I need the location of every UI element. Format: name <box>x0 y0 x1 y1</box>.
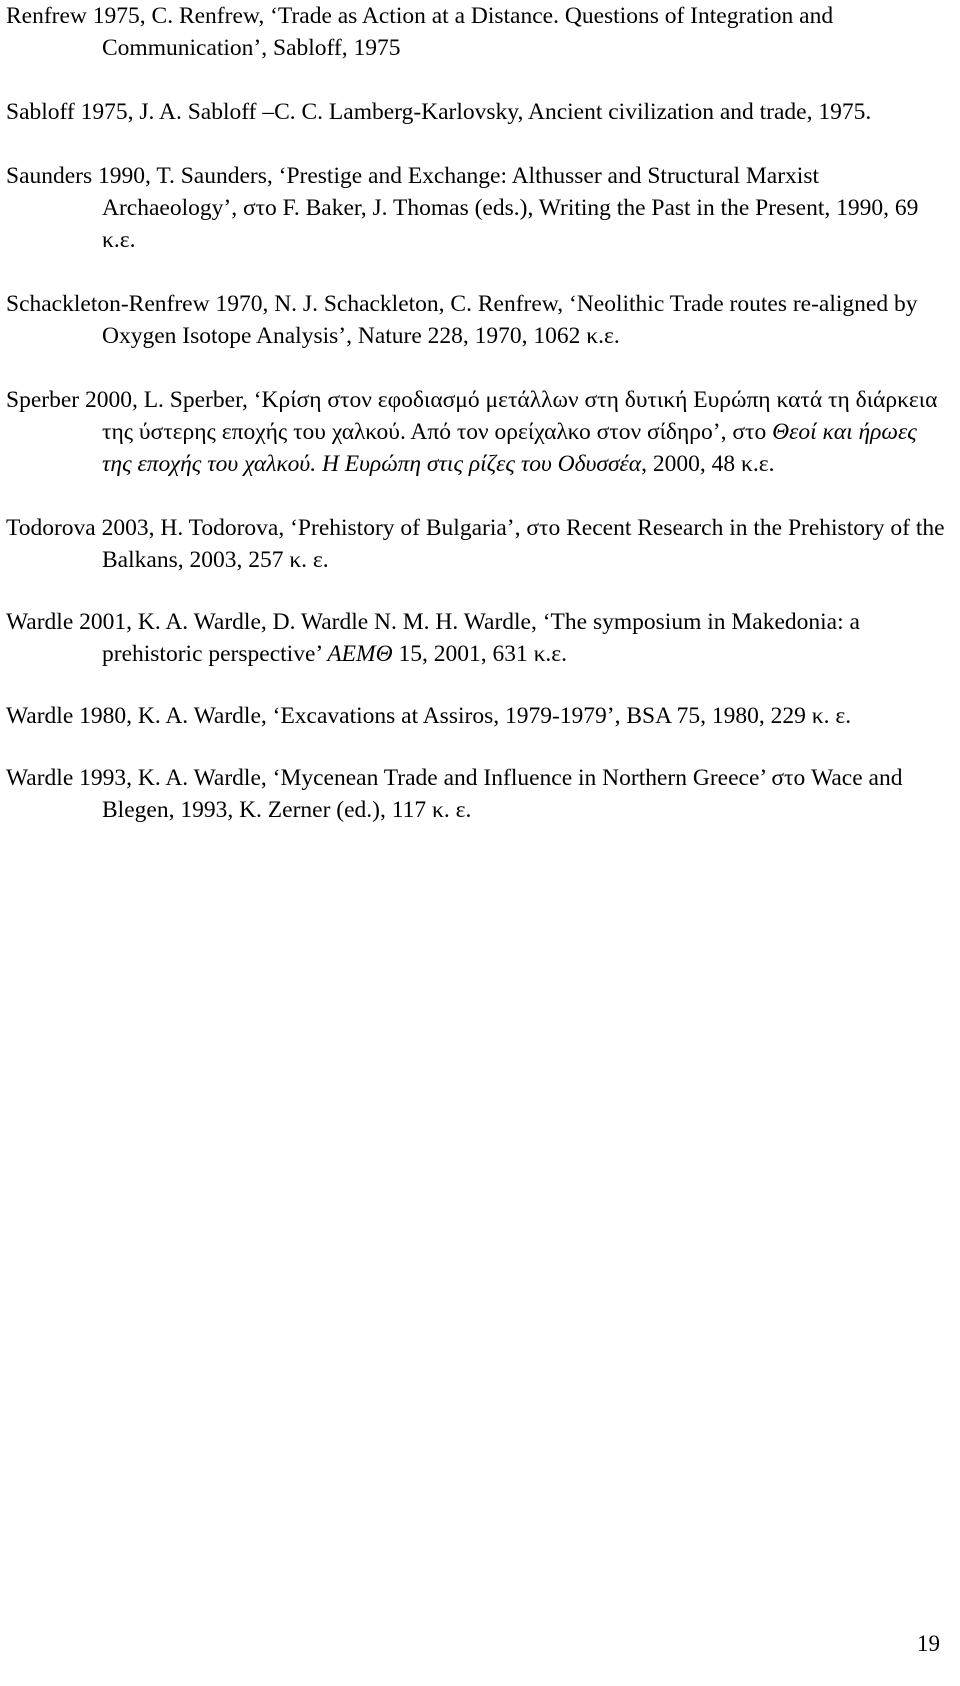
reference-entry <box>6 700 951 732</box>
reference-entry <box>6 384 951 480</box>
reference-entry <box>6 96 951 128</box>
reference-text: Schackleton-Renfrew 1970, N. J. Schackleton, C. Renfrew, ‘Neolithic Trade routes re-aligned by Oxygen Isotope Analysis’, Nature 228, 1970, 1062 κ.ε. <box>6 291 918 349</box>
reference-entry <box>6 288 951 352</box>
reference-text: Wardle 1993, K. A. Wardle, ‘Mycenean Trade and Influence in Northern Greece’ στο Wace and Blegen, 1993, K. Zerner (ed.), 117 κ. ε. <box>6 765 903 823</box>
reference-text: Sabloff 1975, J. A. Sabloff –C. C. Lamberg-Karlovsky, Ancient civilization and trade, 1975. <box>6 99 872 125</box>
reference-entry <box>6 606 951 670</box>
reference-text: Wardle 1980, K. A. Wardle, ‘Excavations at Assiros, 1979-1979’, BSA 75, 1980, 229 κ. ε. <box>6 703 852 729</box>
reference-text: Saunders 1990, T. Saunders, ‘Prestige and Exchange: Althusser and Structural Marxist Archaeology’, στο F. Baker, J. Thomas (eds.), Writing the Past in the Present, 1990, 69 κ.ε. <box>6 163 919 253</box>
page-number: 19 <box>917 1631 940 1656</box>
reference-entry <box>6 762 951 826</box>
reference-entry <box>6 0 951 64</box>
reference-title-italic: Θεοί και ήρωες της εποχής του χαλκού. Η Ευρώπη στις ρίζες του Οδυσσέα <box>102 419 917 477</box>
reference-text: Todorova 2003, H. Todorova, ‘Prehistory of Bulgaria’, στο Recent Research in the Prehistory of the Balkans, 2003, 257 κ. ε. <box>6 515 945 573</box>
reference-text: 15, 2001, 631 κ.ε. <box>392 641 568 667</box>
bibliography-list <box>6 0 951 826</box>
reference-text: Sperber 2000, L. Sperber, ‘Κρίση στον εφοδιασμό μετάλλων στη δυτική Ευρώπη κατά τη διάρκεια της ύστερης εποχής του χαλκού. Από τον ορείχαλκο στον σίδηρο’, στο <box>6 387 938 445</box>
reference-entry <box>6 160 951 256</box>
reference-text: Renfrew 1975, C. Renfrew, ‘Trade as Action at a Distance. Questions of Integration and Communication’, Sabloff, 1975 <box>6 3 834 61</box>
reference-entry <box>6 512 951 576</box>
reference-text: Wardle 2001, K. A. Wardle, D. Wardle N. M. H. Wardle, ‘The symposium in Makedonia: a prehistoric perspective’ <box>6 609 860 667</box>
reference-journal-italic: ΑΕΜΘ <box>327 641 393 667</box>
reference-text: , 2000, 48 κ.ε. <box>641 451 775 477</box>
